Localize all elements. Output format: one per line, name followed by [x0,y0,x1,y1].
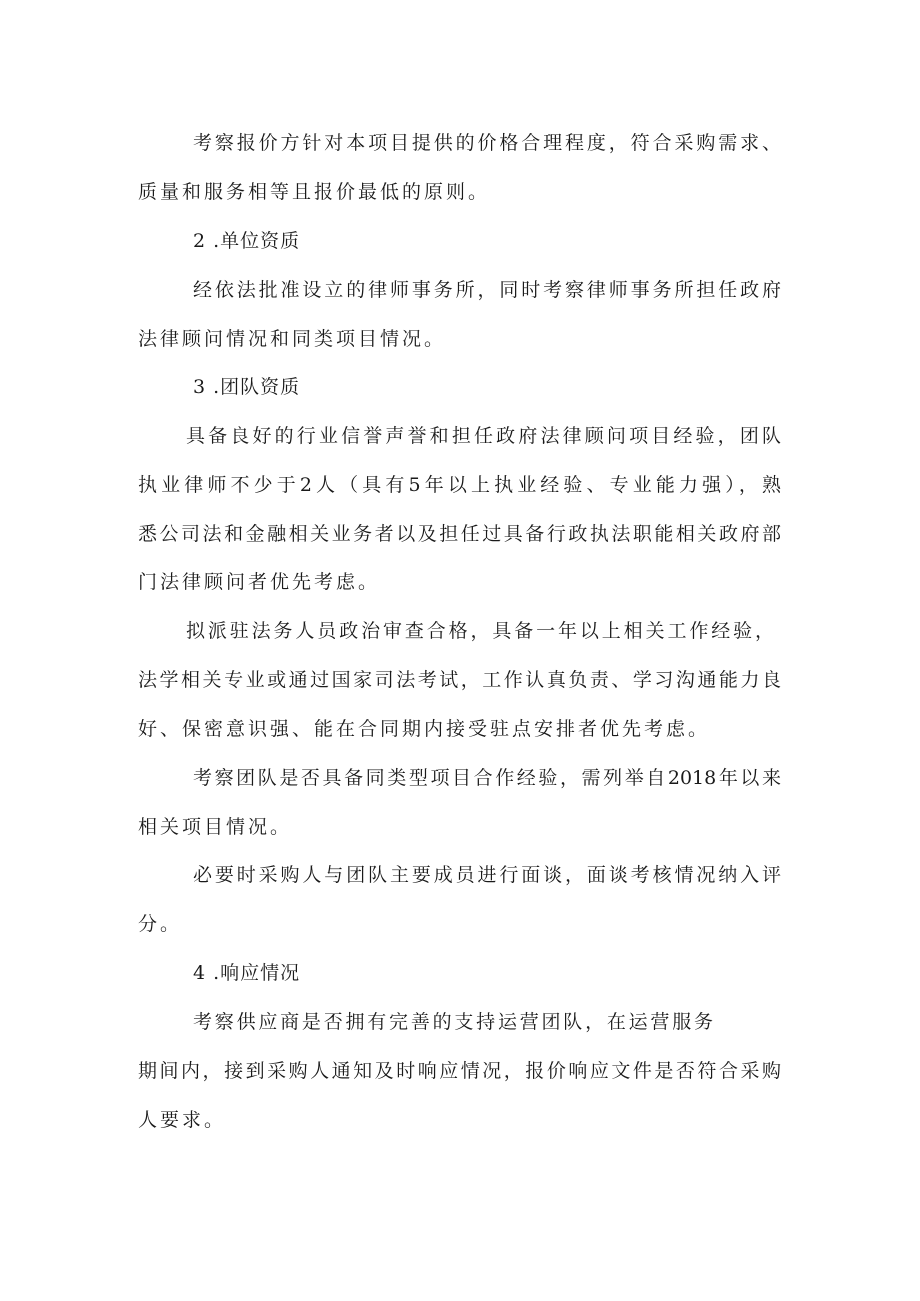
paragraph-response-line-1: 考察供应商是否拥有完善的支持运营团队，在运营服务 [193,1011,713,1033]
paragraph-team-line-3: 悉公司法和金融相关业务者以及担任过具备行政执法职能相关政府部 [138,523,781,545]
paragraph-interview-line-1: 必要时采购人与团队主要成员进行面谈，面谈考核情况纳入评 [193,864,781,886]
heading-unit-qualification: 2 .单位资质 [193,230,301,252]
paragraph-unit-line-1: 经依法批准设立的律师事务所，同时考察律师事务所担任政府 [193,279,781,301]
heading-team-qualification: 3 .团队资质 [193,376,301,398]
paragraph-unit-line-2: 法律顾问情况和同类项目情况。 [138,328,447,350]
paragraph-staff-line-1: 拟派驻法务人员政治审查合格，具备一年以上相关工作经验， [186,620,774,642]
paragraph-experience-line-1: 考察团队是否具备同类型项目合作经验，需列举自2018年以来 [193,767,781,789]
paragraph-response-line-3: 人要求。 [138,1109,227,1131]
paragraph-interview-line-2: 分。 [138,913,183,935]
paragraph-response-line-2: 期间内，接到采购人通知及时响应情况，报价响应文件是否符合采购 [138,1060,781,1082]
paragraph-team-line-2: 执业律师不少于2人（具有5年以上执业经验、专业能力强），熟 [138,474,781,496]
paragraph-experience-line-2: 相关项目情况。 [138,816,293,838]
paragraph-team-line-1: 具备良好的行业信誉声誉和担任政府法律顾问项目经验，团队 [186,425,781,447]
heading-response: 4 .响应情况 [193,962,301,984]
paragraph-staff-line-3: 好、保密意识强、能在合同期内接受驻点安排者优先考虑。 [138,718,711,740]
paragraph-team-line-4: 门法律顾问者优先考虑。 [138,571,381,593]
paragraph-price-line-2: 质量和服务相等且报价最低的原则。 [138,181,491,203]
paragraph-price-line-1: 考察报价方针对本项目提供的价格合理程度，符合采购需求、 [193,132,781,154]
paragraph-staff-line-2: 法学相关专业或通过国家司法考试，工作认真负责、学习沟通能力良 [138,669,781,691]
